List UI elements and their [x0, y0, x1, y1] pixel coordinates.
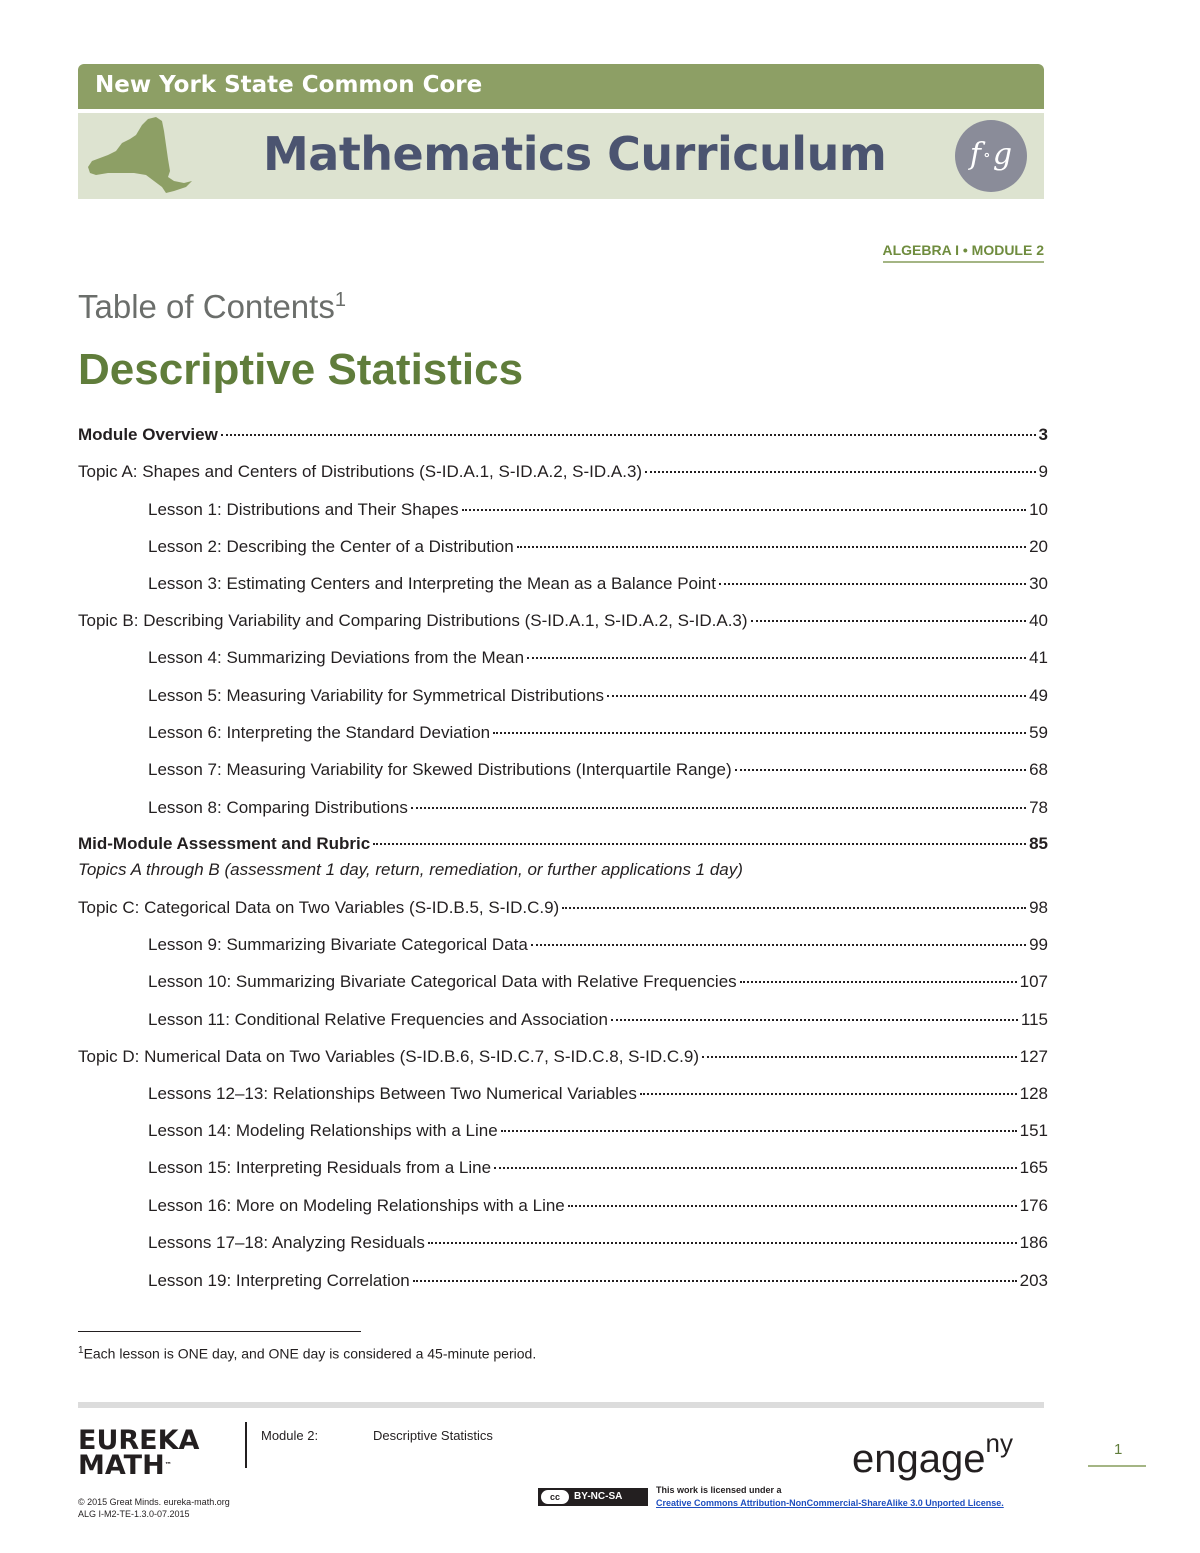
toc-entry-label: Lessons 12–13: Relationships Between Two Numerical Variables — [148, 1084, 637, 1103]
toc-leader — [517, 546, 1026, 548]
toc-leader — [611, 1019, 1018, 1021]
page-number-underline — [1088, 1465, 1146, 1467]
toc-leader — [428, 1242, 1017, 1244]
toc-entry-page: 186 — [1019, 1233, 1048, 1252]
toc-leader — [221, 434, 1036, 436]
toc-entry[interactable] — [78, 1047, 1048, 1071]
toc-entry[interactable] — [78, 425, 1048, 449]
toc-entry[interactable] — [148, 935, 1048, 959]
toc-entry-label: Lesson 4: Summarizing Deviations from the Mean — [148, 648, 525, 667]
toc-entry-page: 165 — [1019, 1158, 1048, 1177]
toc-leader — [568, 1205, 1017, 1207]
toc-entry-page: 3 — [1038, 425, 1048, 444]
toc-entry-label: Lesson 15: Interpreting Residuals from a Line — [148, 1158, 492, 1177]
toc-entry-page: 151 — [1019, 1121, 1048, 1140]
engage-text: engage — [852, 1437, 986, 1481]
toc-entry-page: 78 — [1029, 798, 1048, 817]
toc-entry-label: Lesson 5: Measuring Variability for Symmetrical Distributions — [148, 686, 605, 705]
toc-entry-page: 128 — [1019, 1084, 1048, 1103]
toc-entry-label: Lessons 17–18: Analyzing Residuals — [148, 1233, 425, 1252]
footer-module-topic: Descriptive Statistics — [373, 1428, 493, 1443]
toc-heading-text: Table of Contents — [78, 288, 335, 325]
toc-entry-label: Lesson 2: Describing the Center of a Distribution — [148, 537, 514, 556]
copyright-line2: ALG I-M2-TE-1.3.0-07.2015 — [78, 1509, 190, 1519]
toc-entry-label: Lesson 3: Estimating Centers and Interpreting the Mean as a Balance Point — [148, 574, 716, 593]
toc-entry-label: Lesson 9: Summarizing Bivariate Categorical Data — [148, 935, 528, 954]
toc-leader — [740, 981, 1017, 983]
eureka-math-logo — [78, 1425, 200, 1481]
header-band — [78, 64, 1044, 109]
toc-entry-page: 203 — [1019, 1271, 1048, 1290]
license-link[interactable]: Creative Commons Attribution-NonCommercial-ShareAlike 3.0 Unported License. — [656, 1498, 1004, 1508]
toc-leader — [702, 1056, 1017, 1058]
toc-leader — [411, 807, 1026, 809]
toc-entry-page: 41 — [1029, 648, 1048, 667]
toc-leader — [645, 471, 1035, 473]
engageny-logo — [852, 1428, 1013, 1482]
toc-entry-page: 49 — [1029, 686, 1048, 705]
toc-entry[interactable] — [148, 537, 1048, 561]
toc-leader — [493, 732, 1026, 734]
toc-entry-page: 30 — [1029, 574, 1048, 593]
toc-entry[interactable] — [148, 500, 1048, 524]
toc-entry[interactable] — [148, 798, 1048, 822]
mid-module-note: Topics A through B (assessment 1 day, return, remediation, or further applications 1 day) — [78, 860, 743, 879]
toc-entry[interactable] — [148, 1233, 1048, 1257]
toc-leader — [719, 583, 1026, 585]
toc-entry-label: Lesson 14: Modeling Relationships with a Line — [148, 1121, 498, 1140]
toc-entry-label: Lesson 1: Distributions and Their Shapes — [148, 500, 459, 519]
toc-entry[interactable] — [78, 462, 1048, 486]
footer-vertical-divider — [245, 1422, 247, 1468]
band-title: New York State Common Core — [95, 72, 483, 98]
toc-entry[interactable] — [148, 1121, 1048, 1145]
page-number: 1 — [1114, 1441, 1123, 1458]
toc-entry-page: 176 — [1019, 1196, 1048, 1215]
badge-f: f — [969, 137, 982, 172]
badge-circ: ∘ — [983, 145, 991, 164]
toc-entry-label: Lesson 11: Conditional Relative Frequencies and Association — [148, 1010, 608, 1029]
creative-commons-badge[interactable] — [538, 1488, 648, 1506]
toc-leader — [413, 1280, 1017, 1282]
cc-badge-label: BY-NC-SA — [574, 1491, 623, 1502]
toc-entry[interactable] — [148, 1158, 1048, 1182]
module-tag: ALGEBRA I • MODULE 2 — [883, 242, 1045, 263]
toc-leader — [527, 657, 1026, 659]
logo-line2: MATH — [78, 1450, 165, 1481]
toc-entry[interactable] — [148, 1196, 1048, 1220]
footnote-marker: 1 — [78, 1345, 84, 1356]
footnote-divider — [78, 1331, 361, 1332]
copyright-line1: © 2015 Great Minds. eureka-math.org — [78, 1497, 230, 1507]
toc-entry-label: Lesson 10: Summarizing Bivariate Categorical Data with Relative Frequencies — [148, 972, 737, 991]
toc-entry-label: Topic C: Categorical Data on Two Variables (S-ID.B.5, S-ID.C.9) — [78, 898, 560, 917]
toc-heading — [78, 288, 346, 326]
toc-entry-label: Topic D: Numerical Data on Two Variables (S-ID.B.6, S-ID.C.7, S-ID.C.8, S-ID.C.9) — [78, 1047, 699, 1066]
toc-entry[interactable] — [148, 686, 1048, 710]
new-york-map-icon — [82, 115, 194, 197]
toc-leader — [640, 1093, 1017, 1095]
toc-leader — [462, 509, 1026, 511]
toc-leader — [751, 620, 1027, 622]
toc-leader — [373, 843, 1026, 845]
toc-entry-page: 59 — [1029, 723, 1048, 742]
toc-entry-page: 127 — [1019, 1047, 1048, 1066]
license-text: This work is licensed under a — [656, 1485, 782, 1495]
toc-leader — [531, 944, 1026, 946]
toc-entry-label: Lesson 6: Interpreting the Standard Deviation — [148, 723, 491, 742]
toc-entry[interactable] — [148, 1010, 1048, 1034]
toc-entry[interactable] — [148, 1271, 1048, 1295]
toc-leader — [562, 907, 1026, 909]
toc-entry-page: 115 — [1020, 1010, 1048, 1029]
toc-entry-page: 99 — [1029, 935, 1048, 954]
curriculum-title: Mathematics Curriculum — [263, 127, 887, 181]
function-composition-badge — [955, 120, 1027, 192]
badge-g: g — [992, 137, 1013, 172]
toc-entry[interactable] — [148, 760, 1048, 784]
toc-entry-page: 40 — [1029, 611, 1048, 630]
toc-leader — [735, 769, 1026, 771]
toc-entry[interactable] — [148, 1084, 1048, 1108]
toc-leader — [501, 1130, 1017, 1132]
toc-entry[interactable] — [78, 834, 1048, 858]
footnote-text: Each lesson is ONE day, and ONE day is considered a 45-minute period. — [83, 1345, 537, 1362]
footer-divider — [78, 1402, 1044, 1408]
toc-entry-page: 98 — [1029, 898, 1048, 917]
footnote — [78, 1345, 536, 1362]
cc-icon: cc — [540, 1489, 570, 1505]
toc-entry-page: 9 — [1038, 462, 1048, 481]
toc-entry-label: Topic B: Describing Variability and Comparing Distributions (S-ID.A.1, S-ID.A.2, S-ID.A.3) — [78, 611, 748, 630]
logo-trademark: ™ — [164, 1461, 172, 1469]
toc-entry[interactable] — [78, 611, 1048, 635]
engage-sup: ny — [985, 1428, 1013, 1458]
toc-entry-page: 20 — [1029, 537, 1048, 556]
footnote-ref: 1 — [334, 289, 346, 311]
toc-entry-label: Lesson 7: Measuring Variability for Skewed Distributions (Interquartile Range) — [148, 760, 732, 779]
toc-entry-page: 107 — [1019, 972, 1048, 991]
toc-entry-label: Mid-Module Assessment and Rubric — [78, 834, 371, 853]
header-main — [78, 113, 1044, 199]
toc-entry[interactable] — [148, 648, 1048, 672]
toc-entry[interactable] — [78, 898, 1048, 922]
toc-entry-page: 85 — [1029, 834, 1048, 853]
logo-line1: EUREKA — [78, 1425, 200, 1456]
toc-entry-label: Lesson 16: More on Modeling Relationships with a Line — [148, 1196, 565, 1215]
toc-entry[interactable] — [148, 574, 1048, 598]
toc-leader — [494, 1167, 1017, 1169]
toc-entry-label: Module Overview — [78, 425, 218, 444]
toc-entry[interactable] — [148, 972, 1048, 996]
toc-entry[interactable] — [148, 723, 1048, 747]
footer-module-label: Module 2: — [261, 1428, 319, 1443]
toc-entry-page: 68 — [1029, 760, 1048, 779]
toc-entry-label: Topic A: Shapes and Centers of Distributions (S-ID.A.1, S-ID.A.2, S-ID.A.3) — [78, 462, 643, 481]
toc-entry-label: Lesson 19: Interpreting Correlation — [148, 1271, 410, 1290]
toc-entry-page: 10 — [1029, 500, 1048, 519]
toc-leader — [607, 695, 1026, 697]
toc-entry-label: Lesson 8: Comparing Distributions — [148, 798, 408, 817]
document-title: Descriptive Statistics — [78, 345, 524, 394]
copyright — [78, 1496, 230, 1520]
